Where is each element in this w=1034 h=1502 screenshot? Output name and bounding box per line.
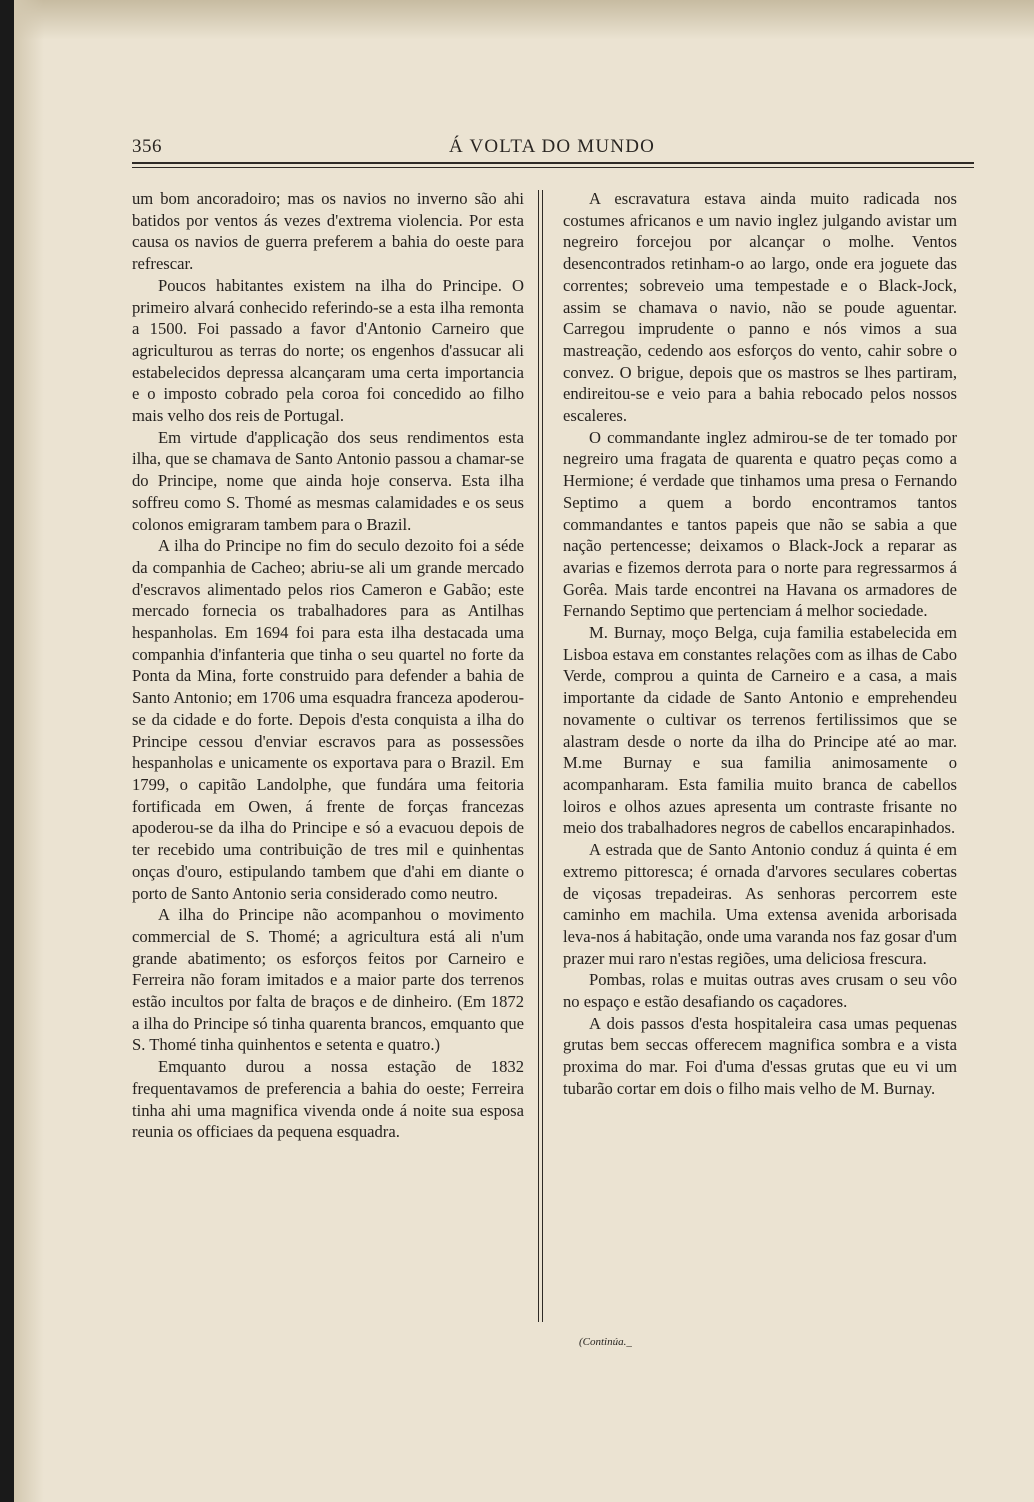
page-number: 356: [132, 136, 162, 157]
column-divider: [538, 190, 539, 1322]
header-rule: [132, 162, 974, 164]
paragraph: Pombas, rolas e muitas outras aves crusam o seu vôo no espaço e estão desafiando os caçadores.: [563, 970, 957, 1012]
column-divider: [542, 190, 543, 1322]
paragraph: Em virtude d'applicação dos seus rendimentos esta ilha, que se chamava de Santo Antonio passou a chamar-se do Principe, nome que ainda hoje conserva. Esta ilha soffreu como S. Thomé as mesmas calamidades e os seus colonos emigraram tambem para o Brazil.: [132, 427, 524, 534]
right-column: [563, 188, 957, 1100]
paragraph: A ilha do Principe no fim do seculo dezoito foi a séde da companhia de Cacheo; abriu-se ali um grande mercado d'escravos alimentado pelos rios Cameron e Gabão; este mercado fornecia os trabalhadores para as Antilhas hespanholas. Em 1694 foi para esta ilha destacada uma companhia d'infanteria que tinha o seu quartel no forte da Ponta da Mina, forte construido para defender a bahia de Santo Antonio; em 1706 uma esquadra franceza apoderou-se da cidade e do forte. Depois d'esta conquista a ilha do Principe cessou d'enviar escravos para as possessões hespanholas e unicamente os exportava para o Brazil. Em 1799, o capitão Landolphe, que fundára uma feitoria fortificada em Owen, á frente de forças francezas apoderou-se da ilha do Principe e só a evacuou depois de ter recebido uma contribuição de tres mil e quinhentas onças d'ouro, estipulando tambem que d'ahi em diante o porto de Santo Antonio seria considerado como neutro.: [132, 536, 524, 903]
header-rule-thin: [132, 167, 974, 168]
journal-title: Á VOLTA DO MUNDO: [448, 136, 656, 157]
paragraph: O commandante inglez admirou-se de ter tomado por negreiro uma fragata de quarenta e quatro peças como a Hermione; é verdade que tinhamos uma presa o Fernando Septimo a quem a bordo encontramos tantos commandantes e tantos papeis que não se sabia a que nação pertencesse; deixamos o Black-Jock a reparar as avarias e fizemos derrota para o norte para regressarmos á Gorêa. Mais tarde encontrei na Havana os armadores de Fernando Septimo que pertenciam á melhor sociedade.: [563, 427, 957, 621]
paragraph: A estrada que de Santo Antonio conduz á quinta é em extremo pittoresca; é ornada d'arvores seculares cobertas de viçosas trepadeiras. As senhoras percorrem este caminho em machila. Uma extensa avenida arborisada leva-nos á habitação, onde uma varanda nos faz gosar d'um prazer mui raro n'estas regiões, uma deliciosa frescura.: [563, 840, 957, 968]
continuation-note: (Continúa._: [579, 1336, 632, 1348]
paragraph: Emquanto durou a nossa estação de 1832 frequentavamos de preferencia a bahia do oeste; Ferreira tinha ahi uma magnifica vivenda onde á noite sua esposa reunia os officiaes da pequena esquadra.: [132, 1057, 524, 1142]
paragraph: A dois passos d'esta hospitaleira casa umas pequenas grutas bem seccas offerecem magnifica sombra e a vista proxima do mar. Foi d'uma d'essas grutas que eu vi um tubarão cortar em dois o filho mais velho de M. Burnay.: [563, 1013, 957, 1098]
paragraph: A ilha do Principe não acompanhou o movimento commercial de S. Thomé; a agricultura está ali n'um grande abatimento; os esforços feitos por Carneiro e Ferreira não foram imitados e a maior parte dos terrenos estão incultos por falta de braços e de dinheiro. (Em 1872 a ilha do Principe só tinha quarenta brancos, emquanto que S. Thomé tinha quinhentos e setenta e quatro.): [132, 905, 524, 1055]
paragraph: Poucos habitantes existem na ilha do Principe. O primeiro alvará conhecido referindo-se a esta ilha remonta a 1500. Foi passado a favor d'Antonio Carneiro que agriculturou as terras do norte; os engenhos d'assucar ali estabelecidos depressa alcançaram uma certa importancia e o imposto cobrado pela coroa foi concedido ao filho mais velho dos reis de Portugal.: [132, 275, 524, 426]
paragraph: A escravatura estava ainda muito radicada nos costumes africanos e um navio inglez julgando avistar um negreiro forcejou por alcançar o molhe. Ventos desencontrados retinham-o ao largo, onde era joguete das correntes; sobreveio uma tempestade e o Black-Jock, assim se chamava o navio, não se poude aguentar. Carregou imprudente o panno e nós vimos a sua mastreação, cedendo aos esforços do vento, cahir sobre o convez. O brigue, depois que os mastros se lhes partiram, endireitou-se e veio para a bahia rebocado pelos nossos escaleres.: [563, 189, 957, 426]
page-sheet: [14, 0, 1034, 1502]
paragraph: M. Burnay, moço Belga, cuja familia estabelecida em Lisboa estava em constantes relações com as ilhas de Cabo Verde, comprou a quinta de Carneiro e a casa, a mais importante da cidade de Santo Antonio e emprehendeu novamente o cultivar os terrenos fertilissimos que se alastram desde o norte da ilha do Principe até ao mar. M.me Burnay e sua familia animosamente o acompanharam. Esta familia muito branca de cabellos loiros e olhos azues apresenta um contraste frisante no meio dos trabalhadores negros de cabellos encarapinhados.: [563, 623, 957, 838]
paragraph: um bom ancoradoiro; mas os navios no inverno são ahi batidos por ventos ás vezes d'extrema violencia. Por esta causa os navios de guerra preferem a bahia do oeste para refrescar.: [132, 189, 524, 274]
left-column: [132, 188, 524, 1143]
running-head: [132, 136, 972, 160]
